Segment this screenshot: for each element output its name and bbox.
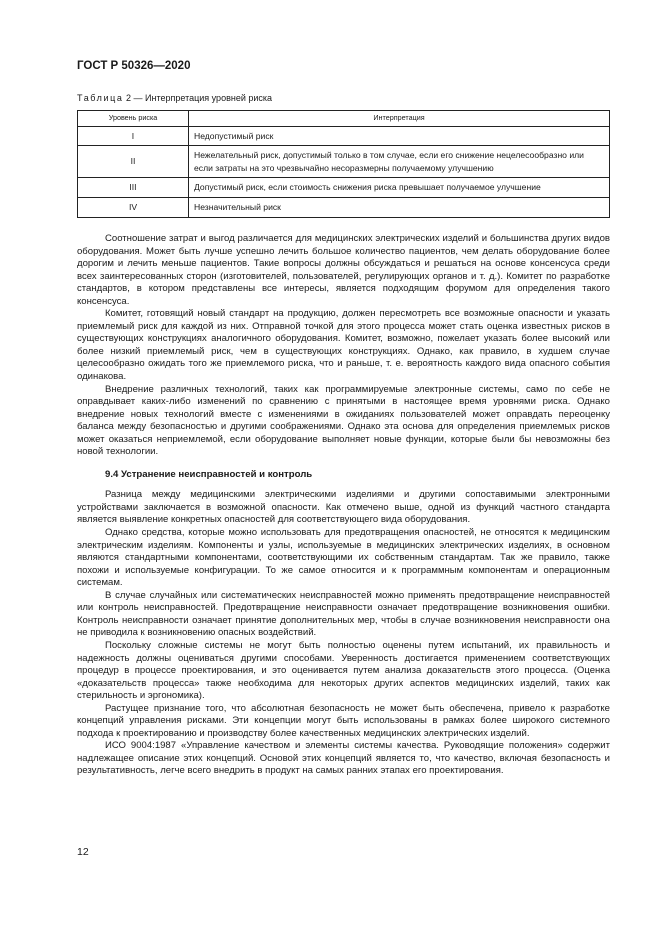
section-heading: 9.4 Устранение неисправностей и контроль [105,468,313,480]
paragraph: Внедрение различных технологий, таких как программируемые электронные системы, само по себе не оправдывает каких-либо изменений по сравнению с принятыми в настоящее время уровнями риска. Однако внедрение новых технологий вместе с изменениями в ожиданиях пользователей может оправдать переоценку баланса между безопасностью и другими соображениями. Однако эта основа для определения приемлемых рисков может оказаться неприемлемой, если оборудование выполняет новые функции, которые были бы невозможны без новой технологии. [77,383,610,458]
risk-level-cell: IV [78,197,189,217]
table-row [78,178,610,198]
table-caption-text: 2 — Интерпретация уровней риска [126,93,273,103]
interpretation-cell: Нежелательный риск, допустимый только в том случае, если его снижение нецелесообразно или если затраты на это чрезвычайно несоразмерны получаемому улучшению [189,146,610,178]
paragraph: Поскольку сложные системы не могут быть полностью оценены путем испытаний, их правильность и надежность должны оцениваться другими способами. Уверенность достигается применением соответствующих процедур в процессе проектирования, и это оценивается путем анализа доказательств этого процесса. (Оценка «доказательств процесса» также необходима для некоторых других аспектов медицинских изделий, таких как стерильность и эргономика). [77,639,610,702]
paragraph: Разница между медицинскими электрическими изделиями и другими сопоставимыми электронными устройствами заключается в возможной опасности. Как отмечено выше, одной из функций частного стандарта является выявление конкретных опасностей для соответствующего вида оборудования. [77,489,610,526]
paragraph: Однако средства, которые можно использовать для предотвращения опасностей, не относятся к медицинским электрическим изделиям. Компоненты и узлы, используемые в медицинских электрических изделиях, в основном являются стандартными компонентами, соответствующими их собственным стандартам. Так же правило, также похожи и используемые конфигурации. То же самое относится и к программным компонентам и операционным системам. [77,527,610,589]
table-row [78,126,610,146]
page-number: 12 [77,846,89,858]
table-row [78,146,610,178]
risk-level-cell: II [78,146,189,178]
column-header-level: Уровень риска [78,111,189,127]
paragraph: Растущее признание того, что абсолютная безопасность не может быть обеспечена, привело к разработке концепций управления рисками. Эти концепции могут быть использованы в рамках более широкого системного подхода к проектированию и производству более качественных медицинских электрических изделий. [77,702,610,739]
interpretation-cell: Недопустимый риск [189,126,610,146]
risk-level-cell: I [78,126,189,146]
risk-level-table [77,110,610,218]
risk-level-cell: III [78,178,189,198]
document-code: ГОСТ Р 50326—2020 [77,60,191,72]
paragraph: ИСО 9004:1987 «Управление качеством и элементы системы качества. Руководящие положения» содержит надлежащее описание этих концепций. Основой этих концепций является то, что качество, включая безопасность и результативность, легче всего внедрить в продукт на самых ранних этапах его проектирования. [77,740,610,777]
column-header-interpretation: Интерпретация [189,111,610,127]
paragraph: Комитет, готовящий новый стандарт на продукцию, должен пересмотреть все возможные опасности и указать приемлемый риск для каждой из них. Отправной точкой для этого процесса может стать оценка известных рисков в существующих конструкциях аналогичного оборудования. Комитет, возможно, пожелает указать более высокий или более низкий приемлемый риск, чем в существующих конструкциях. Однако, как правило, в худшем случае целесообразно ожидать того же приемлемого риска, что и раньше, т. е. вероятность каждого вида опасного события одинакова. [77,308,610,383]
paragraph: Соотношение затрат и выгод различается для медицинских электрических изделий и большинства других видов оборудования. Может быть лучше успешно лечить большое количество пациентов, чем делать оборудование более дорогим и лечить меньше пациентов. Такие вопросы должны обсуждаться и решаться на основе консенсуса среди всех заинтересованных сторон (изготовителей, пользователей, регулирующих органов и т. д.). Комитет по разработке стандартов, в котором представлены все интересы, является подходящим форумом для определения такого консенсуса. [77,233,610,307]
paragraph: В случае случайных или систематических неисправностей можно применять предотвращение неисправностей или контроль неисправностей. Предотвращение неисправности означает предотвращение возникновения ошибки. Контроль неисправности означает принятие дополнительных мер, чтобы в случае возникновения неисправности она не приводила к возникновению опасных воздействий. [77,589,610,639]
interpretation-cell: Допустимый риск, если стоимость снижения риска превышает получаемое улучшение [189,178,610,198]
interpretation-cell: Незначительный риск [189,197,610,217]
table-row [78,197,610,217]
table-caption-prefix: Таблица [77,93,124,103]
body-text [77,233,610,778]
table-caption [77,93,272,103]
table-header-row [78,111,610,127]
